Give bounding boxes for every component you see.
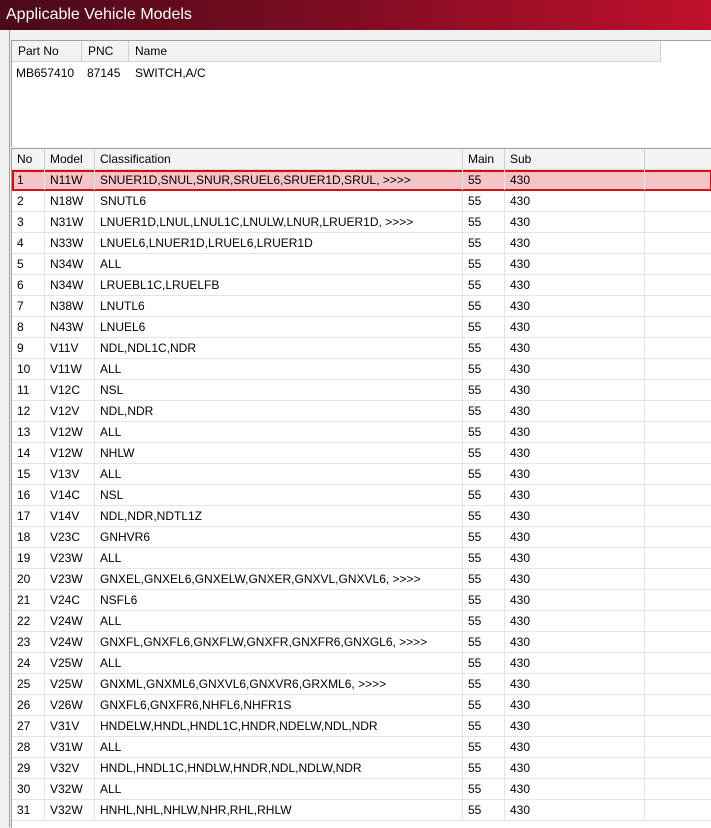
row-no-cell: 19 (12, 548, 45, 568)
row-sub-cell: 430 (505, 380, 645, 400)
row-no-cell: 9 (12, 338, 45, 358)
row-empty-cell (645, 296, 711, 316)
row-sub-cell: 430 (505, 632, 645, 652)
row-main-cell: 55 (463, 275, 505, 295)
row-sub-cell: 430 (505, 422, 645, 442)
row-empty-cell (645, 758, 711, 778)
row-model-cell: V12C (45, 380, 95, 400)
row-classification-cell: ALL (95, 254, 463, 274)
row-no-cell: 13 (12, 422, 45, 442)
row-empty-cell (645, 443, 711, 463)
table-row[interactable] (12, 254, 711, 275)
row-no-cell: 20 (12, 569, 45, 589)
row-no-cell: 30 (12, 779, 45, 799)
grid-rows (12, 170, 711, 821)
row-no-cell: 28 (12, 737, 45, 757)
row-sub-cell: 430 (505, 191, 645, 211)
row-model-cell: V26W (45, 695, 95, 715)
row-main-cell: 55 (463, 338, 505, 358)
row-sub-cell: 430 (505, 716, 645, 736)
row-classification-cell: NDL,NDR (95, 401, 463, 421)
row-empty-cell (645, 338, 711, 358)
table-row[interactable] (12, 716, 711, 737)
table-row[interactable] (12, 401, 711, 422)
row-model-cell: V23W (45, 569, 95, 589)
row-main-cell: 55 (463, 590, 505, 610)
row-no-cell: 7 (12, 296, 45, 316)
row-model-cell: N43W (45, 317, 95, 337)
model-column-header[interactable]: Model (45, 149, 95, 169)
row-classification-cell: NHLW (95, 443, 463, 463)
row-classification-cell: LNUEL6,LNUER1D,LRUEL6,LRUER1D (95, 233, 463, 253)
table-row[interactable] (12, 443, 711, 464)
row-model-cell: V32W (45, 800, 95, 820)
table-row[interactable] (12, 338, 711, 359)
row-classification-cell: NDL,NDL1C,NDR (95, 338, 463, 358)
row-empty-cell (645, 800, 711, 820)
row-model-cell: V24W (45, 632, 95, 652)
table-row[interactable] (12, 359, 711, 380)
row-model-cell: V25W (45, 674, 95, 694)
row-classification-cell: ALL (95, 611, 463, 631)
row-main-cell: 55 (463, 317, 505, 337)
row-main-cell: 55 (463, 191, 505, 211)
row-classification-cell: GNXEL,GNXEL6,GNXELW,GNXER,GNXVL,GNXVL6, >>>> (95, 569, 463, 589)
row-empty-cell (645, 275, 711, 295)
row-sub-cell: 430 (505, 590, 645, 610)
row-empty-cell (645, 422, 711, 442)
table-row[interactable] (12, 695, 711, 716)
row-model-cell: V14V (45, 506, 95, 526)
row-classification-cell: LRUEBL1C,LRUELFB (95, 275, 463, 295)
row-classification-cell: ALL (95, 464, 463, 484)
row-sub-cell: 430 (505, 569, 645, 589)
row-classification-cell: GNXFL6,GNXFR6,NHFL6,NHFR1S (95, 695, 463, 715)
row-empty-cell (645, 254, 711, 274)
table-row[interactable] (12, 485, 711, 506)
row-main-cell: 55 (463, 779, 505, 799)
table-row[interactable] (12, 380, 711, 401)
row-sub-cell: 430 (505, 317, 645, 337)
table-row[interactable] (12, 233, 711, 254)
pnc-value: 87145 (87, 66, 121, 80)
row-no-cell: 11 (12, 380, 45, 400)
row-classification-cell: ALL (95, 422, 463, 442)
row-empty-cell (645, 716, 711, 736)
row-sub-cell: 430 (505, 527, 645, 547)
row-empty-cell (645, 233, 711, 253)
row-classification-cell: NSL (95, 380, 463, 400)
empty-column-header (645, 149, 711, 169)
row-classification-cell: HNHL,NHL,NHLW,NHR,RHL,RHLW (95, 800, 463, 820)
sub-column-header[interactable]: Sub (505, 149, 645, 169)
row-main-cell: 55 (463, 422, 505, 442)
row-empty-cell (645, 653, 711, 673)
row-classification-cell: NDL,NDR,NDTL1Z (95, 506, 463, 526)
table-row[interactable] (12, 737, 711, 758)
row-no-cell: 18 (12, 527, 45, 547)
row-sub-cell: 430 (505, 464, 645, 484)
row-main-cell: 55 (463, 170, 505, 190)
row-empty-cell (645, 737, 711, 757)
row-main-cell: 55 (463, 254, 505, 274)
row-no-cell: 29 (12, 758, 45, 778)
row-main-cell: 55 (463, 611, 505, 631)
row-classification-cell: HNDL,HNDL1C,HNDLW,HNDR,NDL,NDLW,NDR (95, 758, 463, 778)
row-model-cell: V23C (45, 527, 95, 547)
row-model-cell: N34W (45, 254, 95, 274)
row-main-cell: 55 (463, 569, 505, 589)
row-sub-cell: 430 (505, 233, 645, 253)
table-row[interactable] (12, 317, 711, 338)
row-empty-cell (645, 380, 711, 400)
row-model-cell: V11W (45, 359, 95, 379)
pnc-header[interactable]: PNC (82, 41, 129, 61)
row-empty-cell (645, 506, 711, 526)
part-info-header (12, 41, 661, 62)
row-classification-cell: HNDELW,HNDL,HNDL1C,HNDR,NDELW,NDL,NDR (95, 716, 463, 736)
row-empty-cell (645, 632, 711, 652)
table-row[interactable] (12, 212, 711, 233)
row-no-cell: 25 (12, 674, 45, 694)
row-model-cell: V11V (45, 338, 95, 358)
table-row[interactable] (12, 170, 711, 191)
table-row[interactable] (12, 611, 711, 632)
row-main-cell: 55 (463, 632, 505, 652)
row-main-cell: 55 (463, 653, 505, 673)
row-empty-cell (645, 779, 711, 799)
row-main-cell: 55 (463, 485, 505, 505)
row-no-cell: 24 (12, 653, 45, 673)
row-model-cell: V13V (45, 464, 95, 484)
no-column-header[interactable]: No (12, 149, 45, 169)
row-model-cell: V12V (45, 401, 95, 421)
row-model-cell: V24W (45, 611, 95, 631)
row-sub-cell: 430 (505, 758, 645, 778)
row-classification-cell: LNUER1D,LNUL,LNUL1C,LNULW,LNUR,LRUER1D, >>>> (95, 212, 463, 232)
row-empty-cell (645, 611, 711, 631)
part-no-value: MB657410 (16, 66, 75, 80)
row-main-cell: 55 (463, 695, 505, 715)
row-no-cell: 8 (12, 317, 45, 337)
row-classification-cell: GNXML,GNXML6,GNXVL6,GNXVR6,GRXML6, >>>> (95, 674, 463, 694)
row-sub-cell: 430 (505, 611, 645, 631)
row-sub-cell: 430 (505, 170, 645, 190)
row-main-cell: 55 (463, 716, 505, 736)
row-classification-cell: NSFL6 (95, 590, 463, 610)
table-row[interactable] (12, 758, 711, 779)
table-row[interactable] (12, 590, 711, 611)
table-row[interactable] (12, 464, 711, 485)
row-no-cell: 27 (12, 716, 45, 736)
row-sub-cell: 430 (505, 254, 645, 274)
row-no-cell: 1 (12, 170, 45, 190)
row-model-cell: N18W (45, 191, 95, 211)
row-no-cell: 2 (12, 191, 45, 211)
row-main-cell: 55 (463, 548, 505, 568)
row-empty-cell (645, 464, 711, 484)
row-classification-cell: GNXFL,GNXFL6,GNXFLW,GNXFR,GNXFR6,GNXGL6, >>>> (95, 632, 463, 652)
row-main-cell: 55 (463, 233, 505, 253)
part-name-value: SWITCH,A/C (135, 66, 206, 80)
row-empty-cell (645, 527, 711, 547)
row-no-cell: 21 (12, 590, 45, 610)
row-no-cell: 12 (12, 401, 45, 421)
row-main-cell: 55 (463, 359, 505, 379)
row-no-cell: 3 (12, 212, 45, 232)
table-row[interactable] (12, 632, 711, 653)
row-model-cell: V32W (45, 779, 95, 799)
row-empty-cell (645, 401, 711, 421)
table-row[interactable] (12, 296, 711, 317)
name-header[interactable]: Name (129, 41, 661, 61)
row-sub-cell: 430 (505, 653, 645, 673)
row-sub-cell: 430 (505, 506, 645, 526)
row-sub-cell: 430 (505, 296, 645, 316)
row-classification-cell: LNUEL6 (95, 317, 463, 337)
row-sub-cell: 430 (505, 338, 645, 358)
row-sub-cell: 430 (505, 401, 645, 421)
row-model-cell: V32V (45, 758, 95, 778)
row-empty-cell (645, 548, 711, 568)
row-main-cell: 55 (463, 800, 505, 820)
row-model-cell: V12W (45, 443, 95, 463)
row-classification-cell: GNHVR6 (95, 527, 463, 547)
row-empty-cell (645, 590, 711, 610)
row-model-cell: V31V (45, 716, 95, 736)
row-model-cell: V25W (45, 653, 95, 673)
row-no-cell: 26 (12, 695, 45, 715)
row-main-cell: 55 (463, 296, 505, 316)
row-sub-cell: 430 (505, 695, 645, 715)
row-empty-cell (645, 359, 711, 379)
row-model-cell: V31W (45, 737, 95, 757)
row-main-cell: 55 (463, 212, 505, 232)
row-main-cell: 55 (463, 443, 505, 463)
row-no-cell: 4 (12, 233, 45, 253)
row-classification-cell: SNUER1D,SNUL,SNUR,SRUEL6,SRUER1D,SRUL, >>>> (95, 170, 463, 190)
row-no-cell: 16 (12, 485, 45, 505)
row-classification-cell: ALL (95, 737, 463, 757)
row-model-cell: N34W (45, 275, 95, 295)
row-classification-cell: SNUTL6 (95, 191, 463, 211)
table-row[interactable] (12, 800, 711, 821)
row-empty-cell (645, 212, 711, 232)
table-row[interactable] (12, 548, 711, 569)
row-classification-cell: ALL (95, 359, 463, 379)
row-no-cell: 5 (12, 254, 45, 274)
row-sub-cell: 430 (505, 779, 645, 799)
row-sub-cell: 430 (505, 212, 645, 232)
row-main-cell: 55 (463, 674, 505, 694)
row-empty-cell (645, 569, 711, 589)
row-main-cell: 55 (463, 380, 505, 400)
row-sub-cell: 430 (505, 275, 645, 295)
window-title: Applicable Vehicle Models (6, 6, 192, 23)
main-column-header[interactable]: Main (463, 149, 505, 169)
row-model-cell: V14C (45, 485, 95, 505)
table-row[interactable] (12, 653, 711, 674)
row-empty-cell (645, 191, 711, 211)
row-model-cell: V24C (45, 590, 95, 610)
row-model-cell: N38W (45, 296, 95, 316)
row-classification-cell: LNUTL6 (95, 296, 463, 316)
row-main-cell: 55 (463, 737, 505, 757)
row-no-cell: 31 (12, 800, 45, 820)
row-no-cell: 15 (12, 464, 45, 484)
window-titlebar (0, 0, 711, 30)
row-empty-cell (645, 485, 711, 505)
row-sub-cell: 430 (505, 359, 645, 379)
row-no-cell: 14 (12, 443, 45, 463)
row-sub-cell: 430 (505, 674, 645, 694)
row-empty-cell (645, 695, 711, 715)
table-row[interactable] (12, 275, 711, 296)
row-model-cell: N33W (45, 233, 95, 253)
row-sub-cell: 430 (505, 485, 645, 505)
row-model-cell: N31W (45, 212, 95, 232)
row-sub-cell: 430 (505, 443, 645, 463)
row-model-cell: V12W (45, 422, 95, 442)
row-no-cell: 23 (12, 632, 45, 652)
row-empty-cell (645, 674, 711, 694)
row-main-cell: 55 (463, 527, 505, 547)
row-no-cell: 22 (12, 611, 45, 631)
row-empty-cell (645, 170, 711, 190)
row-sub-cell: 430 (505, 737, 645, 757)
row-model-cell: N11W (45, 170, 95, 190)
row-sub-cell: 430 (505, 800, 645, 820)
part-info-panel (11, 40, 711, 147)
row-main-cell: 55 (463, 758, 505, 778)
row-main-cell: 55 (463, 506, 505, 526)
row-no-cell: 10 (12, 359, 45, 379)
table-row[interactable] (12, 527, 711, 548)
row-empty-cell (645, 317, 711, 337)
row-no-cell: 6 (12, 275, 45, 295)
row-sub-cell: 430 (505, 548, 645, 568)
table-row[interactable] (12, 674, 711, 695)
row-model-cell: V23W (45, 548, 95, 568)
row-no-cell: 17 (12, 506, 45, 526)
row-classification-cell: ALL (95, 653, 463, 673)
row-main-cell: 55 (463, 401, 505, 421)
grid-header (12, 149, 711, 170)
table-row[interactable] (12, 506, 711, 527)
classification-column-header[interactable]: Classification (95, 149, 463, 169)
table-row[interactable] (12, 191, 711, 212)
row-main-cell: 55 (463, 464, 505, 484)
row-classification-cell: NSL (95, 485, 463, 505)
table-row[interactable] (12, 422, 711, 443)
row-classification-cell: ALL (95, 548, 463, 568)
row-classification-cell: ALL (95, 779, 463, 799)
vehicle-models-grid (11, 148, 711, 828)
part-no-header[interactable]: Part No (12, 41, 82, 61)
table-row[interactable] (12, 569, 711, 590)
table-row[interactable] (12, 779, 711, 800)
